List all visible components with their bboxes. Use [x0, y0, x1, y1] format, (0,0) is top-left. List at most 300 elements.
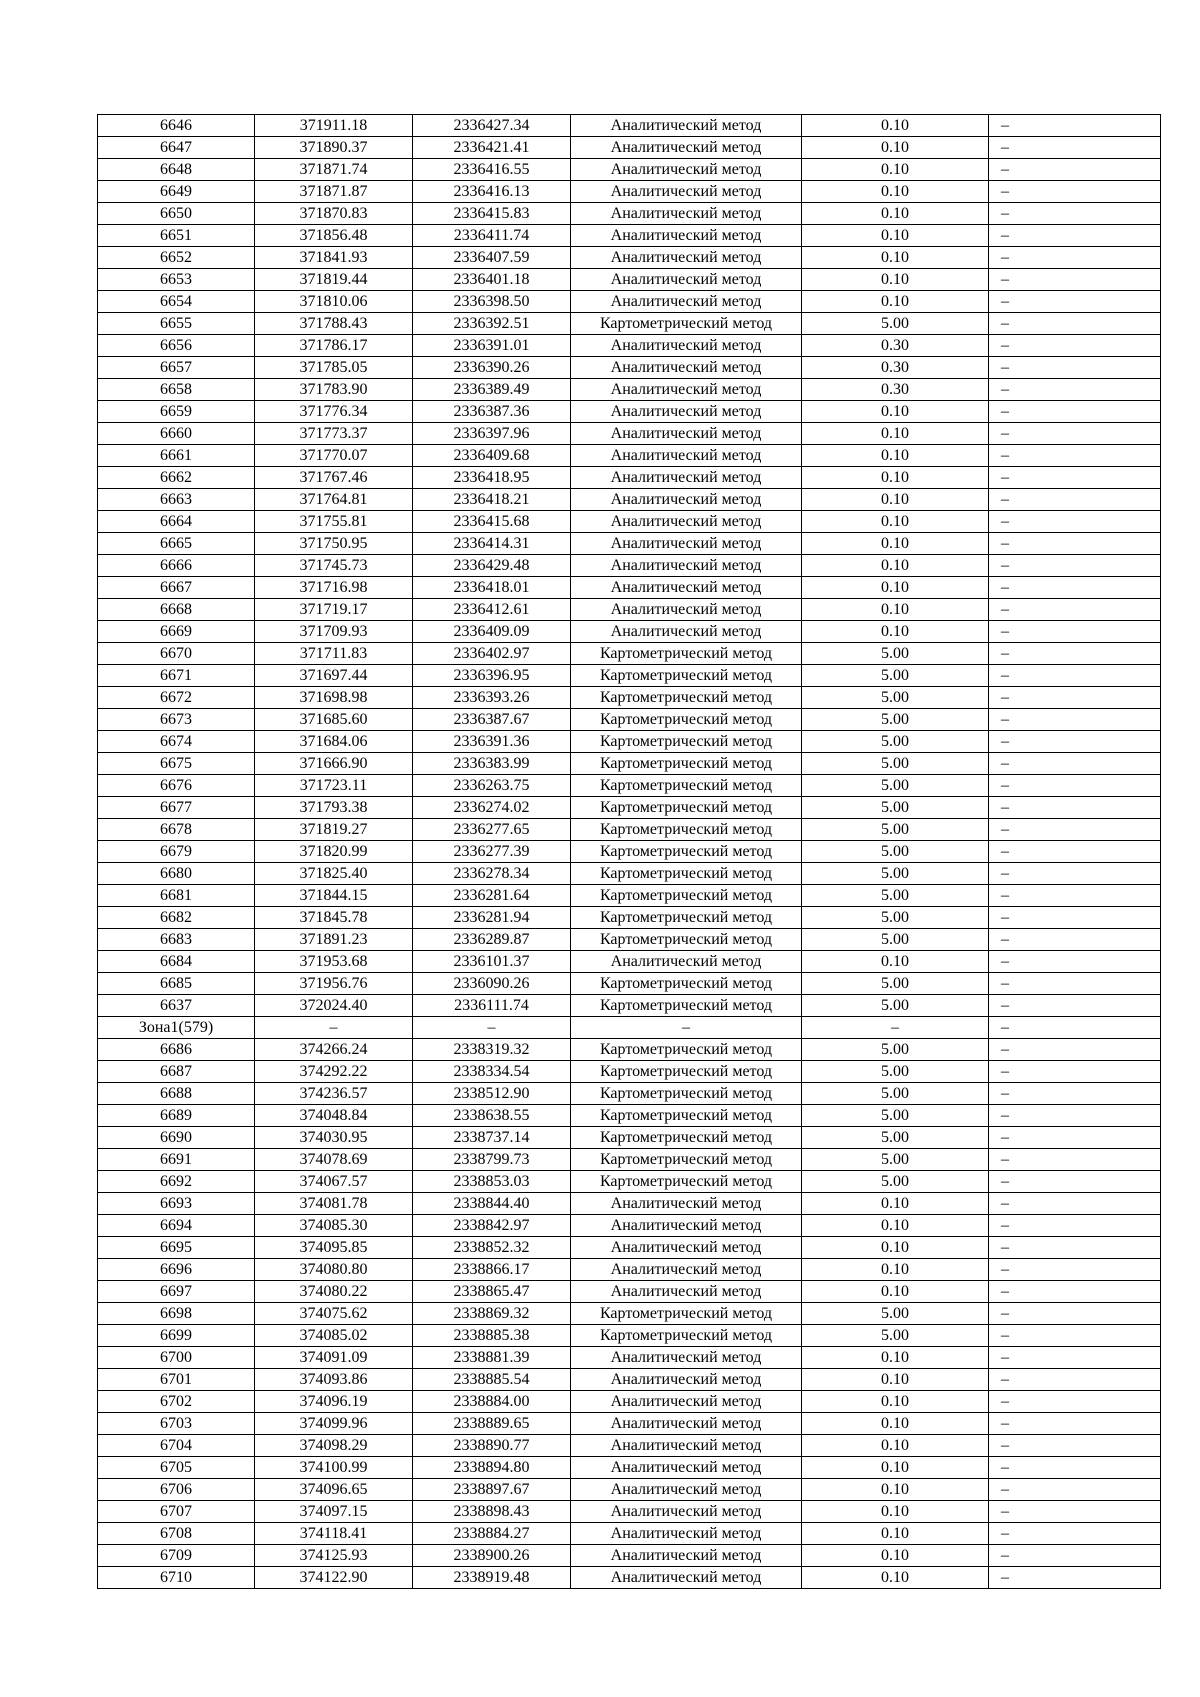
cell-y-coordinate: 2336415.68	[413, 511, 571, 533]
table-row	[98, 335, 1161, 357]
cell-method: Картометрический метод	[571, 973, 802, 995]
cell-y-coordinate: 2338865.47	[413, 1281, 571, 1303]
cell-accuracy: 0.30	[802, 379, 989, 401]
cell-x-coordinate: 371819.44	[255, 269, 413, 291]
cell-x-coordinate: 374067.57	[255, 1171, 413, 1193]
cell-y-coordinate: 2336421.41	[413, 137, 571, 159]
cell-note: –	[989, 1435, 1161, 1457]
cell-accuracy: 5.00	[802, 1325, 989, 1347]
cell-note: –	[989, 819, 1161, 841]
cell-method: Аналитический метод	[571, 1391, 802, 1413]
cell-y-coordinate: 2338869.32	[413, 1303, 571, 1325]
cell-point-number: 6710	[98, 1567, 255, 1589]
cell-x-coordinate: 371871.74	[255, 159, 413, 181]
table-row	[98, 357, 1161, 379]
cell-point-number: 6686	[98, 1039, 255, 1061]
cell-y-coordinate: 2336415.83	[413, 203, 571, 225]
cell-method: Картометрический метод	[571, 1127, 802, 1149]
cell-method: Аналитический метод	[571, 511, 802, 533]
cell-y-coordinate: 2336418.21	[413, 489, 571, 511]
cell-note: –	[989, 555, 1161, 577]
table-row	[98, 1545, 1161, 1567]
cell-method: Картометрический метод	[571, 1303, 802, 1325]
table-row	[98, 269, 1161, 291]
cell-note: –	[989, 467, 1161, 489]
cell-point-number: 6703	[98, 1413, 255, 1435]
cell-y-coordinate: 2336418.01	[413, 577, 571, 599]
cell-accuracy: 0.10	[802, 203, 989, 225]
cell-point-number: 6660	[98, 423, 255, 445]
cell-y-coordinate: 2336396.95	[413, 665, 571, 687]
cell-note: –	[989, 357, 1161, 379]
coordinates-table-body	[98, 115, 1161, 1589]
cell-note: –	[989, 1567, 1161, 1589]
cell-point-number: 6688	[98, 1083, 255, 1105]
cell-method: Картометрический метод	[571, 819, 802, 841]
cell-point-number: 6662	[98, 467, 255, 489]
cell-x-coordinate: 371723.11	[255, 775, 413, 797]
cell-point-number: 6698	[98, 1303, 255, 1325]
cell-y-coordinate: 2336090.26	[413, 973, 571, 995]
cell-point-number: 6649	[98, 181, 255, 203]
cell-method: Картометрический метод	[571, 1061, 802, 1083]
cell-y-coordinate: 2338884.27	[413, 1523, 571, 1545]
cell-point-number: 6678	[98, 819, 255, 841]
table-row	[98, 797, 1161, 819]
cell-point-number: 6692	[98, 1171, 255, 1193]
cell-method: Аналитический метод	[571, 577, 802, 599]
cell-x-coordinate: 374100.99	[255, 1457, 413, 1479]
cell-point-number: 6691	[98, 1149, 255, 1171]
cell-method: Картометрический метод	[571, 731, 802, 753]
cell-accuracy: –	[802, 1017, 989, 1039]
cell-y-coordinate: 2336409.68	[413, 445, 571, 467]
cell-y-coordinate: 2336278.34	[413, 863, 571, 885]
table-row	[98, 1017, 1161, 1039]
cell-x-coordinate: 374080.22	[255, 1281, 413, 1303]
cell-x-coordinate: 374122.90	[255, 1567, 413, 1589]
cell-method: Аналитический метод	[571, 203, 802, 225]
cell-point-number: 6706	[98, 1479, 255, 1501]
cell-note: –	[989, 1039, 1161, 1061]
cell-accuracy: 5.00	[802, 797, 989, 819]
cell-note: –	[989, 599, 1161, 621]
cell-y-coordinate: 2336277.65	[413, 819, 571, 841]
cell-note: –	[989, 379, 1161, 401]
table-row	[98, 379, 1161, 401]
cell-x-coordinate: 371719.17	[255, 599, 413, 621]
cell-point-number: 6690	[98, 1127, 255, 1149]
cell-note: –	[989, 687, 1161, 709]
table-row	[98, 973, 1161, 995]
table-row	[98, 1413, 1161, 1435]
cell-x-coordinate: 371697.44	[255, 665, 413, 687]
cell-accuracy: 0.10	[802, 181, 989, 203]
cell-point-number: 6655	[98, 313, 255, 335]
table-row	[98, 467, 1161, 489]
cell-point-number: Зона1(579)	[98, 1017, 255, 1039]
cell-method: Аналитический метод	[571, 1545, 802, 1567]
cell-note: –	[989, 489, 1161, 511]
cell-point-number: 6677	[98, 797, 255, 819]
cell-point-number: 6664	[98, 511, 255, 533]
table-row	[98, 577, 1161, 599]
table-row	[98, 1127, 1161, 1149]
cell-method: Аналитический метод	[571, 247, 802, 269]
cell-y-coordinate: 2338334.54	[413, 1061, 571, 1083]
cell-accuracy: 0.10	[802, 511, 989, 533]
cell-note: –	[989, 1237, 1161, 1259]
cell-point-number: 6704	[98, 1435, 255, 1457]
cell-x-coordinate: 374095.85	[255, 1237, 413, 1259]
cell-x-coordinate: 374048.84	[255, 1105, 413, 1127]
cell-y-coordinate: 2338842.97	[413, 1215, 571, 1237]
cell-accuracy: 0.10	[802, 533, 989, 555]
cell-note: –	[989, 1083, 1161, 1105]
cell-x-coordinate: 371764.81	[255, 489, 413, 511]
cell-point-number: 6650	[98, 203, 255, 225]
cell-accuracy: 0.10	[802, 1259, 989, 1281]
cell-note: –	[989, 1413, 1161, 1435]
cell-x-coordinate: 374085.30	[255, 1215, 413, 1237]
cell-y-coordinate: 2338897.67	[413, 1479, 571, 1501]
cell-accuracy: 0.10	[802, 951, 989, 973]
cell-note: –	[989, 511, 1161, 533]
table-row	[98, 423, 1161, 445]
cell-method: Картометрический метод	[571, 1083, 802, 1105]
cell-accuracy: 0.10	[802, 1237, 989, 1259]
cell-y-coordinate: 2336281.64	[413, 885, 571, 907]
cell-accuracy: 0.10	[802, 555, 989, 577]
cell-note: –	[989, 951, 1161, 973]
table-row	[98, 1567, 1161, 1589]
cell-method: Аналитический метод	[571, 291, 802, 313]
cell-x-coordinate: 371819.27	[255, 819, 413, 841]
cell-point-number: 6701	[98, 1369, 255, 1391]
cell-accuracy: 0.10	[802, 115, 989, 137]
cell-y-coordinate: 2338898.43	[413, 1501, 571, 1523]
cell-method: Картометрический метод	[571, 1105, 802, 1127]
cell-method: Аналитический метод	[571, 533, 802, 555]
cell-x-coordinate: 371856.48	[255, 225, 413, 247]
cell-accuracy: 0.10	[802, 1347, 989, 1369]
cell-note: –	[989, 291, 1161, 313]
cell-point-number: 6709	[98, 1545, 255, 1567]
cell-x-coordinate: 374030.95	[255, 1127, 413, 1149]
cell-point-number: 6669	[98, 621, 255, 643]
cell-y-coordinate: 2336391.36	[413, 731, 571, 753]
cell-note: –	[989, 1149, 1161, 1171]
cell-x-coordinate: 371825.40	[255, 863, 413, 885]
table-row	[98, 665, 1161, 687]
cell-y-coordinate: 2336101.37	[413, 951, 571, 973]
cell-x-coordinate: 371810.06	[255, 291, 413, 313]
cell-point-number: 6667	[98, 577, 255, 599]
cell-x-coordinate: 371820.99	[255, 841, 413, 863]
cell-method: Картометрический метод	[571, 1325, 802, 1347]
cell-method: Аналитический метод	[571, 1457, 802, 1479]
cell-point-number: 6681	[98, 885, 255, 907]
cell-y-coordinate: 2336414.31	[413, 533, 571, 555]
cell-x-coordinate: 371870.83	[255, 203, 413, 225]
cell-accuracy: 0.10	[802, 269, 989, 291]
cell-point-number: 6654	[98, 291, 255, 313]
cell-x-coordinate: 374081.78	[255, 1193, 413, 1215]
cell-y-coordinate: 2338894.80	[413, 1457, 571, 1479]
cell-x-coordinate: 371786.17	[255, 335, 413, 357]
cell-point-number: 6663	[98, 489, 255, 511]
cell-point-number: 6684	[98, 951, 255, 973]
cell-method: Аналитический метод	[571, 1281, 802, 1303]
cell-y-coordinate: 2336393.26	[413, 687, 571, 709]
cell-point-number: 6665	[98, 533, 255, 555]
cell-accuracy: 5.00	[802, 1127, 989, 1149]
cell-point-number: 6707	[98, 1501, 255, 1523]
cell-accuracy: 0.10	[802, 621, 989, 643]
table-row	[98, 533, 1161, 555]
cell-accuracy: 0.10	[802, 1193, 989, 1215]
cell-y-coordinate: 2338512.90	[413, 1083, 571, 1105]
table-row	[98, 1479, 1161, 1501]
cell-x-coordinate: 371890.37	[255, 137, 413, 159]
cell-method: Картометрический метод	[571, 797, 802, 819]
cell-accuracy: 5.00	[802, 863, 989, 885]
cell-note: –	[989, 401, 1161, 423]
table-row	[98, 445, 1161, 467]
cell-accuracy: 5.00	[802, 753, 989, 775]
cell-x-coordinate: 374236.57	[255, 1083, 413, 1105]
table-row	[98, 115, 1161, 137]
cell-y-coordinate: 2338890.77	[413, 1435, 571, 1457]
cell-method: Аналитический метод	[571, 1193, 802, 1215]
cell-note: –	[989, 841, 1161, 863]
cell-point-number: 6682	[98, 907, 255, 929]
cell-point-number: 6680	[98, 863, 255, 885]
cell-point-number: 6661	[98, 445, 255, 467]
cell-accuracy: 5.00	[802, 929, 989, 951]
cell-method: Картометрический метод	[571, 841, 802, 863]
cell-point-number: 6652	[98, 247, 255, 269]
cell-method: Аналитический метод	[571, 489, 802, 511]
cell-note: –	[989, 1215, 1161, 1237]
cell-y-coordinate: 2338900.26	[413, 1545, 571, 1567]
cell-x-coordinate: 371767.46	[255, 467, 413, 489]
cell-method: Картометрический метод	[571, 907, 802, 929]
table-row	[98, 1281, 1161, 1303]
cell-accuracy: 0.10	[802, 1567, 989, 1589]
table-row	[98, 599, 1161, 621]
cell-y-coordinate: 2336390.26	[413, 357, 571, 379]
cell-point-number: 6673	[98, 709, 255, 731]
cell-method: Картометрический метод	[571, 1149, 802, 1171]
cell-method: Аналитический метод	[571, 1369, 802, 1391]
cell-method: Аналитический метод	[571, 357, 802, 379]
table-row	[98, 951, 1161, 973]
cell-method: Аналитический метод	[571, 423, 802, 445]
cell-method: Аналитический метод	[571, 137, 802, 159]
cell-y-coordinate: 2338919.48	[413, 1567, 571, 1589]
cell-x-coordinate: 371911.18	[255, 115, 413, 137]
cell-method: Аналитический метод	[571, 951, 802, 973]
cell-point-number: 6702	[98, 1391, 255, 1413]
table-row	[98, 1039, 1161, 1061]
cell-y-coordinate: 2336412.61	[413, 599, 571, 621]
table-row	[98, 1083, 1161, 1105]
cell-note: –	[989, 1457, 1161, 1479]
table-row	[98, 291, 1161, 313]
cell-point-number: 6694	[98, 1215, 255, 1237]
cell-x-coordinate: 371711.83	[255, 643, 413, 665]
cell-accuracy: 0.10	[802, 1479, 989, 1501]
cell-accuracy: 5.00	[802, 1061, 989, 1083]
cell-x-coordinate: 371709.93	[255, 621, 413, 643]
table-row	[98, 621, 1161, 643]
cell-x-coordinate: 374091.09	[255, 1347, 413, 1369]
cell-note: –	[989, 1501, 1161, 1523]
cell-point-number: 6637	[98, 995, 255, 1017]
cell-point-number: 6657	[98, 357, 255, 379]
cell-method: Картометрический метод	[571, 665, 802, 687]
cell-note: –	[989, 907, 1161, 929]
cell-x-coordinate: 371685.60	[255, 709, 413, 731]
cell-note: –	[989, 1281, 1161, 1303]
cell-y-coordinate: 2336416.13	[413, 181, 571, 203]
cell-accuracy: 5.00	[802, 313, 989, 335]
cell-accuracy: 0.10	[802, 577, 989, 599]
table-row	[98, 1369, 1161, 1391]
cell-method: Аналитический метод	[571, 401, 802, 423]
cell-point-number: 6648	[98, 159, 255, 181]
cell-x-coordinate: 371953.68	[255, 951, 413, 973]
cell-point-number: 6671	[98, 665, 255, 687]
cell-note: –	[989, 247, 1161, 269]
cell-note: –	[989, 115, 1161, 137]
cell-note: –	[989, 643, 1161, 665]
cell-x-coordinate: 374093.86	[255, 1369, 413, 1391]
cell-note: –	[989, 709, 1161, 731]
table-row	[98, 1325, 1161, 1347]
cell-y-coordinate: 2336391.01	[413, 335, 571, 357]
table-row	[98, 1457, 1161, 1479]
cell-y-coordinate: 2336407.59	[413, 247, 571, 269]
table-row	[98, 753, 1161, 775]
cell-note: –	[989, 1193, 1161, 1215]
cell-note: –	[989, 1105, 1161, 1127]
cell-accuracy: 0.10	[802, 1413, 989, 1435]
table-row	[98, 819, 1161, 841]
table-row	[98, 203, 1161, 225]
cell-y-coordinate: 2336281.94	[413, 907, 571, 929]
cell-x-coordinate: 374075.62	[255, 1303, 413, 1325]
cell-accuracy: 0.30	[802, 357, 989, 379]
table-row	[98, 929, 1161, 951]
cell-x-coordinate: 374125.93	[255, 1545, 413, 1567]
cell-accuracy: 0.10	[802, 291, 989, 313]
cell-accuracy: 0.10	[802, 1523, 989, 1545]
cell-y-coordinate: 2336397.96	[413, 423, 571, 445]
cell-method: Аналитический метод	[571, 1523, 802, 1545]
cell-x-coordinate: 374097.15	[255, 1501, 413, 1523]
table-row	[98, 489, 1161, 511]
cell-note: –	[989, 269, 1161, 291]
cell-note: –	[989, 621, 1161, 643]
cell-note: –	[989, 577, 1161, 599]
cell-accuracy: 0.10	[802, 1215, 989, 1237]
cell-method: Аналитический метод	[571, 1479, 802, 1501]
cell-method: Аналитический метод	[571, 467, 802, 489]
cell-y-coordinate: 2336402.97	[413, 643, 571, 665]
cell-method: Аналитический метод	[571, 181, 802, 203]
cell-method: Картометрический метод	[571, 1171, 802, 1193]
cell-x-coordinate: 371891.23	[255, 929, 413, 951]
cell-accuracy: 0.10	[802, 1457, 989, 1479]
cell-x-coordinate: 374085.02	[255, 1325, 413, 1347]
cell-y-coordinate: 2336411.74	[413, 225, 571, 247]
cell-y-coordinate: 2336398.50	[413, 291, 571, 313]
table-row	[98, 247, 1161, 269]
cell-accuracy: 0.10	[802, 225, 989, 247]
table-row	[98, 137, 1161, 159]
cell-y-coordinate: –	[413, 1017, 571, 1039]
cell-accuracy: 5.00	[802, 709, 989, 731]
cell-method: Картометрический метод	[571, 929, 802, 951]
cell-accuracy: 0.10	[802, 489, 989, 511]
cell-note: –	[989, 995, 1161, 1017]
table-row	[98, 1347, 1161, 1369]
cell-accuracy: 5.00	[802, 1039, 989, 1061]
cell-x-coordinate: 371785.05	[255, 357, 413, 379]
cell-accuracy: 0.10	[802, 1545, 989, 1567]
cell-accuracy: 0.10	[802, 401, 989, 423]
cell-note: –	[989, 1479, 1161, 1501]
cell-x-coordinate: 374080.80	[255, 1259, 413, 1281]
cell-accuracy: 0.10	[802, 1501, 989, 1523]
cell-method: Картометрический метод	[571, 885, 802, 907]
cell-note: –	[989, 203, 1161, 225]
cell-x-coordinate: –	[255, 1017, 413, 1039]
cell-y-coordinate: 2336289.87	[413, 929, 571, 951]
table-row	[98, 687, 1161, 709]
cell-note: –	[989, 753, 1161, 775]
cell-x-coordinate: 371776.34	[255, 401, 413, 423]
cell-method: Аналитический метод	[571, 599, 802, 621]
cell-point-number: 6679	[98, 841, 255, 863]
cell-note: –	[989, 423, 1161, 445]
table-row	[98, 1391, 1161, 1413]
cell-point-number: 6695	[98, 1237, 255, 1259]
cell-note: –	[989, 1061, 1161, 1083]
cell-accuracy: 5.00	[802, 665, 989, 687]
cell-point-number: 6683	[98, 929, 255, 951]
cell-note: –	[989, 1171, 1161, 1193]
table-row	[98, 181, 1161, 203]
cell-y-coordinate: 2338885.54	[413, 1369, 571, 1391]
cell-method: –	[571, 1017, 802, 1039]
cell-x-coordinate: 374078.69	[255, 1149, 413, 1171]
cell-y-coordinate: 2336387.36	[413, 401, 571, 423]
cell-y-coordinate: 2336387.67	[413, 709, 571, 731]
cell-x-coordinate: 374118.41	[255, 1523, 413, 1545]
table-row	[98, 1237, 1161, 1259]
table-row	[98, 1105, 1161, 1127]
cell-point-number: 6658	[98, 379, 255, 401]
cell-accuracy: 5.00	[802, 841, 989, 863]
cell-y-coordinate: 2336277.39	[413, 841, 571, 863]
table-row	[98, 1171, 1161, 1193]
cell-y-coordinate: 2336401.18	[413, 269, 571, 291]
cell-accuracy: 5.00	[802, 687, 989, 709]
table-row	[98, 643, 1161, 665]
